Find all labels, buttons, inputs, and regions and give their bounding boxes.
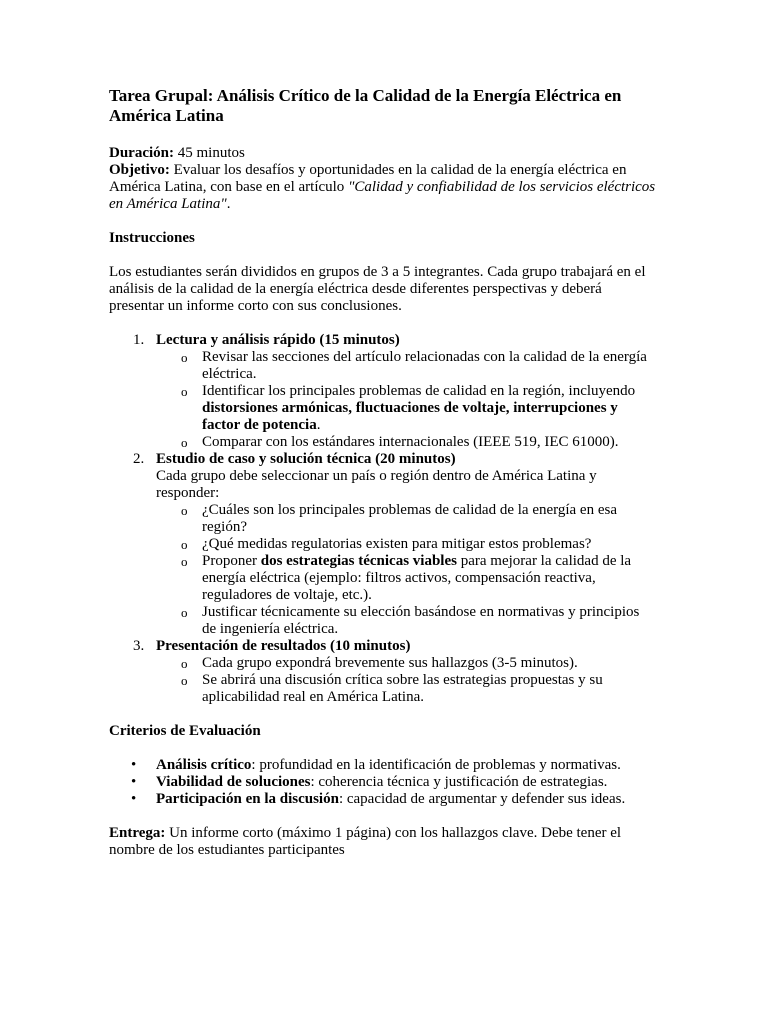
sub-bullet: o (181, 605, 188, 620)
objective-paragraph (109, 162, 657, 213)
step-number: 2. (133, 451, 145, 467)
step-1 (109, 332, 657, 451)
step-3-subitems (156, 655, 657, 706)
objective-end: . (226, 196, 231, 212)
step-2-subitems (156, 502, 657, 638)
sub-item (156, 553, 657, 604)
step-1-subitems (156, 349, 657, 451)
step-description: Cada grupo debe seleccionar un país o región dentro de América Latina y responder: (156, 468, 597, 501)
step-3 (109, 638, 657, 706)
criteria-text: : coherencia técnica y justificación de estrategias. (310, 774, 608, 790)
step-number: 3. (133, 638, 145, 654)
objective-label: Objetivo: (109, 162, 170, 178)
sub-bullet: o (181, 435, 188, 450)
criteria-item (109, 791, 657, 808)
document-title: Tarea Grupal: Análisis Crítico de la Calidad de la Energía Eléctrica en América Latina (109, 86, 622, 125)
criteria-list (109, 757, 657, 808)
bullet-icon: • (131, 757, 137, 773)
instructions-heading: Instrucciones (109, 230, 195, 246)
sub-item (156, 655, 657, 672)
step-title: Presentación de resultados (10 minutos) (156, 638, 411, 654)
sub-item-text: Comparar con los estándares internacionales (IEEE 519, IEC 61000). (202, 434, 619, 450)
sub-bullet: o (181, 656, 188, 671)
bullet-icon: • (131, 791, 137, 807)
step-title: Estudio de caso y solución técnica (20 minutos) (156, 451, 456, 467)
delivery-label: Entrega: (109, 825, 166, 841)
criteria-label: Viabilidad de soluciones (156, 774, 311, 790)
criteria-label: Participación en la discusión (156, 791, 339, 807)
sub-item-text: ¿Cuáles son los principales problemas de calidad de la energía en esa región? (202, 502, 617, 535)
document-page (109, 86, 657, 859)
sub-bullet: o (181, 673, 188, 688)
sub-bullet: o (181, 350, 188, 365)
sub-bullet: o (181, 384, 188, 399)
criteria-label: Análisis crítico (156, 757, 252, 773)
step-2 (109, 451, 657, 638)
sub-item (156, 349, 657, 383)
sub-item-text: Identificar los principales problemas de calidad en la región, incluyendo (202, 383, 636, 399)
sub-item-text: Revisar las secciones del artículo relacionadas con la calidad de la energía eléctrica. (202, 349, 647, 382)
sub-item-text: ¿Qué medidas regulatorias existen para mitigar estos problemas? (202, 536, 592, 552)
sub-bullet: o (181, 554, 188, 569)
sub-bullet: o (181, 503, 188, 518)
sub-item (156, 604, 657, 638)
sub-item (156, 383, 657, 434)
duration-label: Duración: (109, 145, 174, 161)
instructions-intro: Los estudiantes serán divididos en grupos de 3 a 5 integrantes. Cada grupo trabajará en el análisis de la calidad de la energía eléctrica desde diferentes perspectivas y deberá presentar un informe corto con sus conclusiones. (109, 264, 646, 314)
sub-item (156, 502, 657, 536)
sub-item-end: . (316, 417, 321, 433)
sub-item-bold: dos estrategias técnicas viables (260, 553, 457, 569)
sub-item-bold: distorsiones armónicas, fluctuaciones de voltaje, interrupciones y factor de potencia (202, 400, 618, 433)
delivery-paragraph (109, 825, 657, 859)
criteria-text: : profundidad en la identificación de problemas y normativas. (251, 757, 621, 773)
sub-bullet: o (181, 537, 188, 552)
objective-text: Evaluar los desafíos y oportunidades en la calidad de la energía eléctrica en América Latina, con base en el artículo (109, 162, 627, 195)
sub-item (156, 434, 657, 451)
criteria-item (109, 757, 657, 774)
sub-item-text: Cada grupo expondrá brevemente sus hallazgos (3-5 minutos). (202, 655, 578, 671)
sub-item (156, 536, 657, 553)
article-title: "Calidad y confiabilidad de los servicios eléctricos en América Latina" (109, 179, 656, 212)
bullet-icon: • (131, 774, 137, 790)
sub-item-end: para mejorar la calidad de la energía eléctrica (ejemplo: filtros activos, compensación reactiva, reguladores de voltaje, etc.). (202, 553, 632, 603)
sub-item-text: Se abrirá una discusión crítica sobre las estrategias propuestas y su aplicabilidad real en América Latina. (202, 672, 603, 705)
criteria-item (109, 774, 657, 791)
steps-list (109, 332, 657, 706)
criteria-heading: Criterios de Evaluación (109, 723, 261, 739)
duration-line (109, 145, 657, 162)
criteria-text: : capacidad de argumentar y defender sus ideas. (338, 791, 626, 807)
step-number: 1. (133, 332, 145, 348)
delivery-text: Un informe corto (máximo 1 página) con los hallazgos clave. Debe tener el nombre de los estudiantes participantes (109, 825, 622, 858)
duration-value: 45 minutos (174, 145, 245, 161)
sub-item-text: Proponer (202, 553, 261, 569)
sub-item (156, 672, 657, 706)
step-title: Lectura y análisis rápido (15 minutos) (156, 332, 400, 348)
sub-item-text: Justificar técnicamente su elección basándose en normativas y principios de ingeniería eléctrica. (202, 604, 640, 637)
